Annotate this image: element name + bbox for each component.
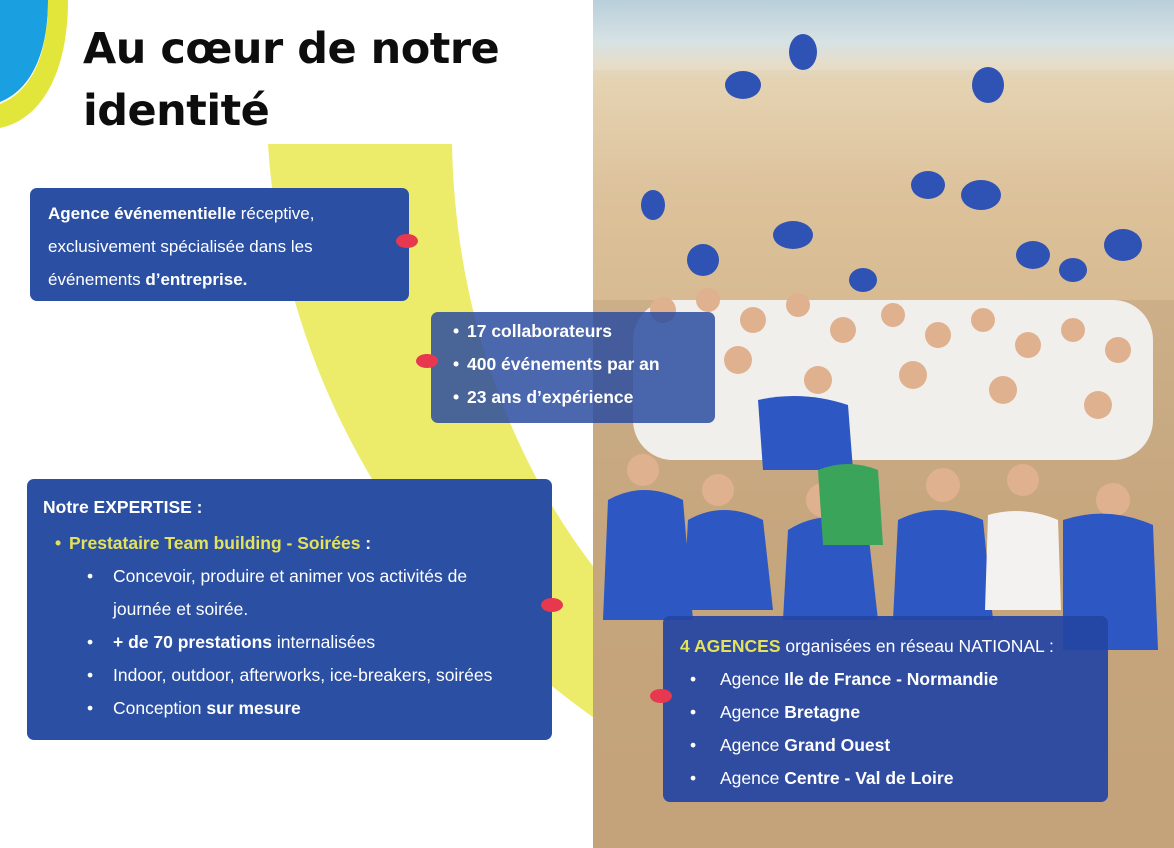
item1-line1: Concevoir, produire et animer vos activités de: [113, 566, 468, 586]
bullet-dot: •: [55, 533, 62, 553]
bullet-dot: •: [453, 387, 460, 407]
bullet-dot: •: [690, 735, 697, 755]
bullet-dot: •: [87, 632, 94, 652]
connector-dot: [650, 689, 672, 703]
agency-prefix: Agence: [720, 735, 785, 755]
connector-dot: [541, 598, 563, 612]
item3-text: Indoor, outdoor, afterworks, ice-breakers, soirées: [113, 665, 493, 685]
connector-dot: [396, 234, 418, 248]
bullet-dot: •: [87, 566, 94, 586]
bullet-dot: •: [87, 665, 94, 685]
item1-line2: journée et soirée.: [113, 599, 249, 619]
expertise-box: [27, 479, 552, 740]
stat-item: [453, 315, 715, 348]
service-label: Prestataire Team building - Soirées: [69, 533, 361, 553]
bullet-dot: •: [87, 698, 94, 718]
agency-prefix: Agence: [720, 702, 785, 722]
agency-name: Ile de France - Normandie: [784, 669, 999, 689]
bullet-dot: •: [453, 321, 460, 341]
bullet-dot: •: [690, 669, 697, 689]
expertise-service: [43, 527, 542, 560]
stat-experience: 23 ans d’expérience: [467, 387, 634, 407]
expertise-item: [43, 659, 542, 692]
bullet-dot: •: [690, 702, 697, 722]
agency-prefix: Agence: [720, 768, 785, 788]
page-title: [83, 18, 563, 142]
stat-events: 400 événements par an: [467, 354, 660, 374]
agency-name: Centre - Val de Loire: [784, 768, 954, 788]
agency-prefix: Agence: [720, 669, 785, 689]
stats-box: [431, 312, 715, 423]
item2-bold: + de 70 prestations: [113, 632, 273, 652]
connector-dot: [416, 354, 438, 368]
expertise-item: [43, 560, 542, 593]
agency-item: [680, 762, 1098, 795]
intro-line-2: exclusivement spécialisée dans les: [48, 237, 313, 256]
item4-text: Conception: [113, 698, 207, 718]
intro-bold-company: d’entreprise.: [145, 270, 248, 289]
agencies-heading: [680, 630, 1098, 663]
expertise-item: [43, 626, 542, 659]
stat-collaborators: 17 collaborateurs: [467, 321, 612, 341]
expertise-item: [43, 692, 542, 725]
agencies-count: 4 AGENCES: [680, 636, 781, 656]
intro-bold-agency: Agence événementielle: [48, 204, 237, 223]
stat-item: [453, 348, 715, 381]
intro-line-1: [48, 197, 397, 230]
intro-text-events: événements: [48, 270, 146, 289]
title-line-1: Au cœur de notre: [83, 24, 500, 74]
agency-name: Bretagne: [784, 702, 861, 722]
agency-item: [680, 729, 1098, 762]
intro-line-3: [48, 263, 397, 296]
intro-text-receptive: réceptive,: [236, 204, 315, 223]
item2-text: internalisées: [272, 632, 376, 652]
bullet-dot: •: [453, 354, 460, 374]
bullet-dot: •: [690, 768, 697, 788]
stat-item: [453, 381, 715, 414]
service-suffix: :: [360, 533, 372, 553]
title-line-2: identité: [83, 86, 270, 136]
agency-item: [680, 663, 1098, 696]
intro-box: [30, 188, 409, 301]
agencies-heading-rest: organisées en réseau NATIONAL :: [780, 636, 1054, 656]
agency-item: [680, 696, 1098, 729]
agencies-box: [663, 616, 1108, 802]
agency-name: Grand Ouest: [784, 735, 891, 755]
item4-bold: sur mesure: [206, 698, 301, 718]
expertise-heading: Notre EXPERTISE :: [43, 497, 203, 517]
